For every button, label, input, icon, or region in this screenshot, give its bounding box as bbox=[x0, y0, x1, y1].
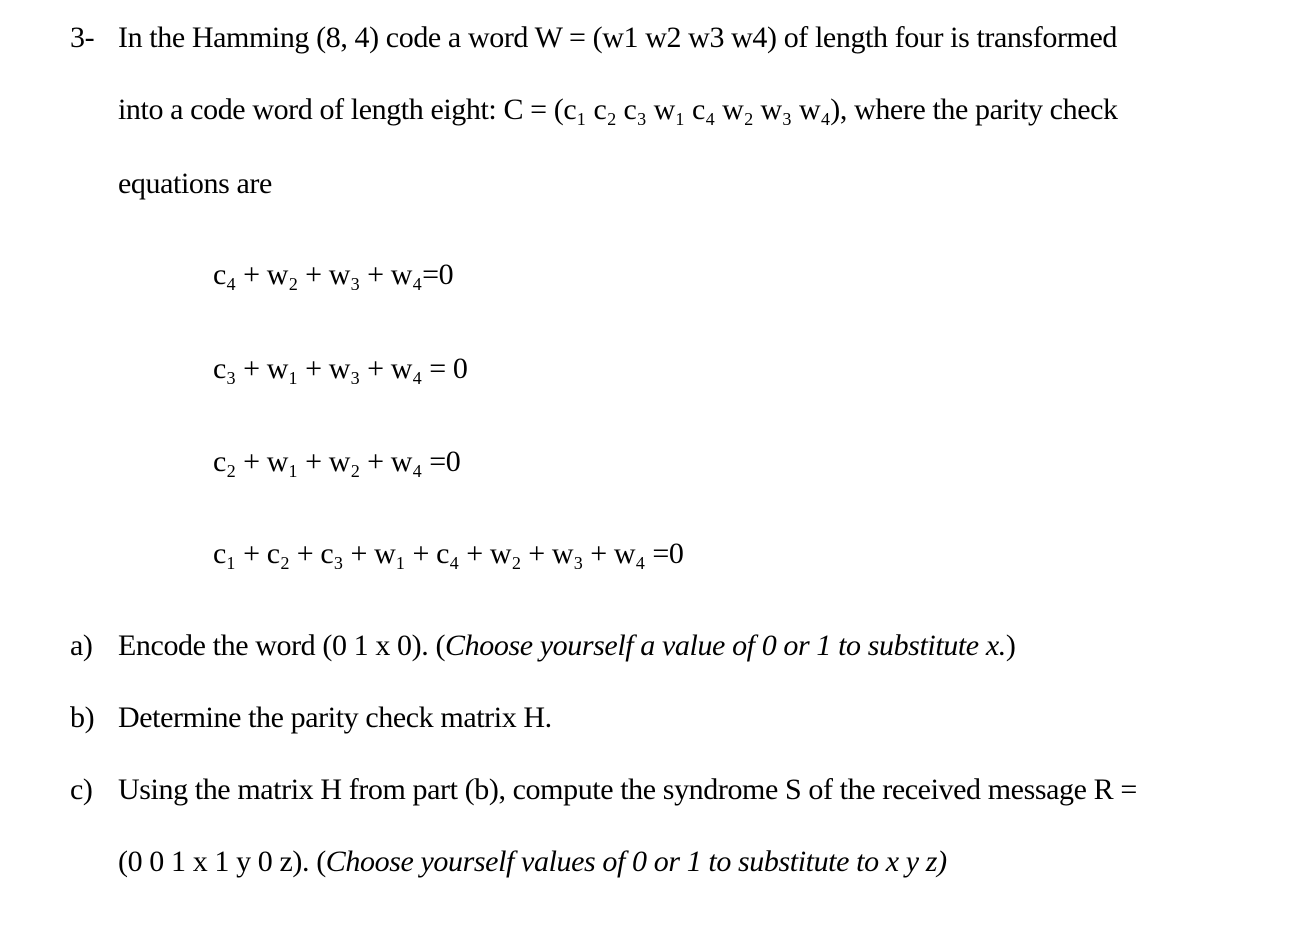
part-a-tail: ) bbox=[1005, 629, 1016, 662]
equation-2: c₃ + w₁ + w₃ + w₄ = 0 bbox=[213, 352, 468, 385]
equation-3: c₂ + w₁ + w₂ + w₄ =0 bbox=[213, 445, 461, 478]
part-a-text bbox=[118, 628, 1015, 664]
part-a-italic: Choose yourself a value of 0 or 1 to substitute x. bbox=[445, 629, 1006, 662]
part-a bbox=[0, 628, 1294, 664]
part-b-label: b) bbox=[70, 701, 95, 734]
question-number: 3- bbox=[70, 21, 95, 54]
part-c-label: c) bbox=[70, 773, 93, 806]
part-c-line2-plain: (0 0 1 x 1 y 0 z). ( bbox=[118, 845, 326, 878]
part-c-line2-italic: Choose yourself values of 0 or 1 to substitute to x y z) bbox=[325, 845, 947, 878]
part-c-text: Using the matrix H from part (b), compute the syndrome S of the received message R = bbox=[118, 773, 1137, 806]
intro-line-1: In the Hamming (8, 4) code a word W = (w1 w2 w3 w4) of length four is transformed bbox=[118, 21, 1118, 54]
equation-1: c₄ + w₂ + w₃ + w₄=0 bbox=[213, 258, 454, 291]
intro-line-3: equations are bbox=[118, 167, 272, 200]
part-a-plain: Encode the word (0 1 x 0). ( bbox=[118, 629, 446, 662]
part-a-label: a) bbox=[70, 629, 93, 662]
part-b bbox=[0, 700, 1294, 736]
intro-line-2: into a code word of length eight: C = (c₁ c₂ c₃ w₁ c₄ w₂ w₃ w₄), where the parity check bbox=[118, 93, 1118, 126]
part-c bbox=[0, 772, 1294, 808]
equation-4: c₁ + c₂ + c₃ + w₁ + c₄ + w₂ + w₃ + w₄ =0 bbox=[213, 537, 684, 570]
part-c-line-2 bbox=[118, 844, 947, 880]
part-b-text: Determine the parity check matrix H. bbox=[118, 701, 552, 734]
